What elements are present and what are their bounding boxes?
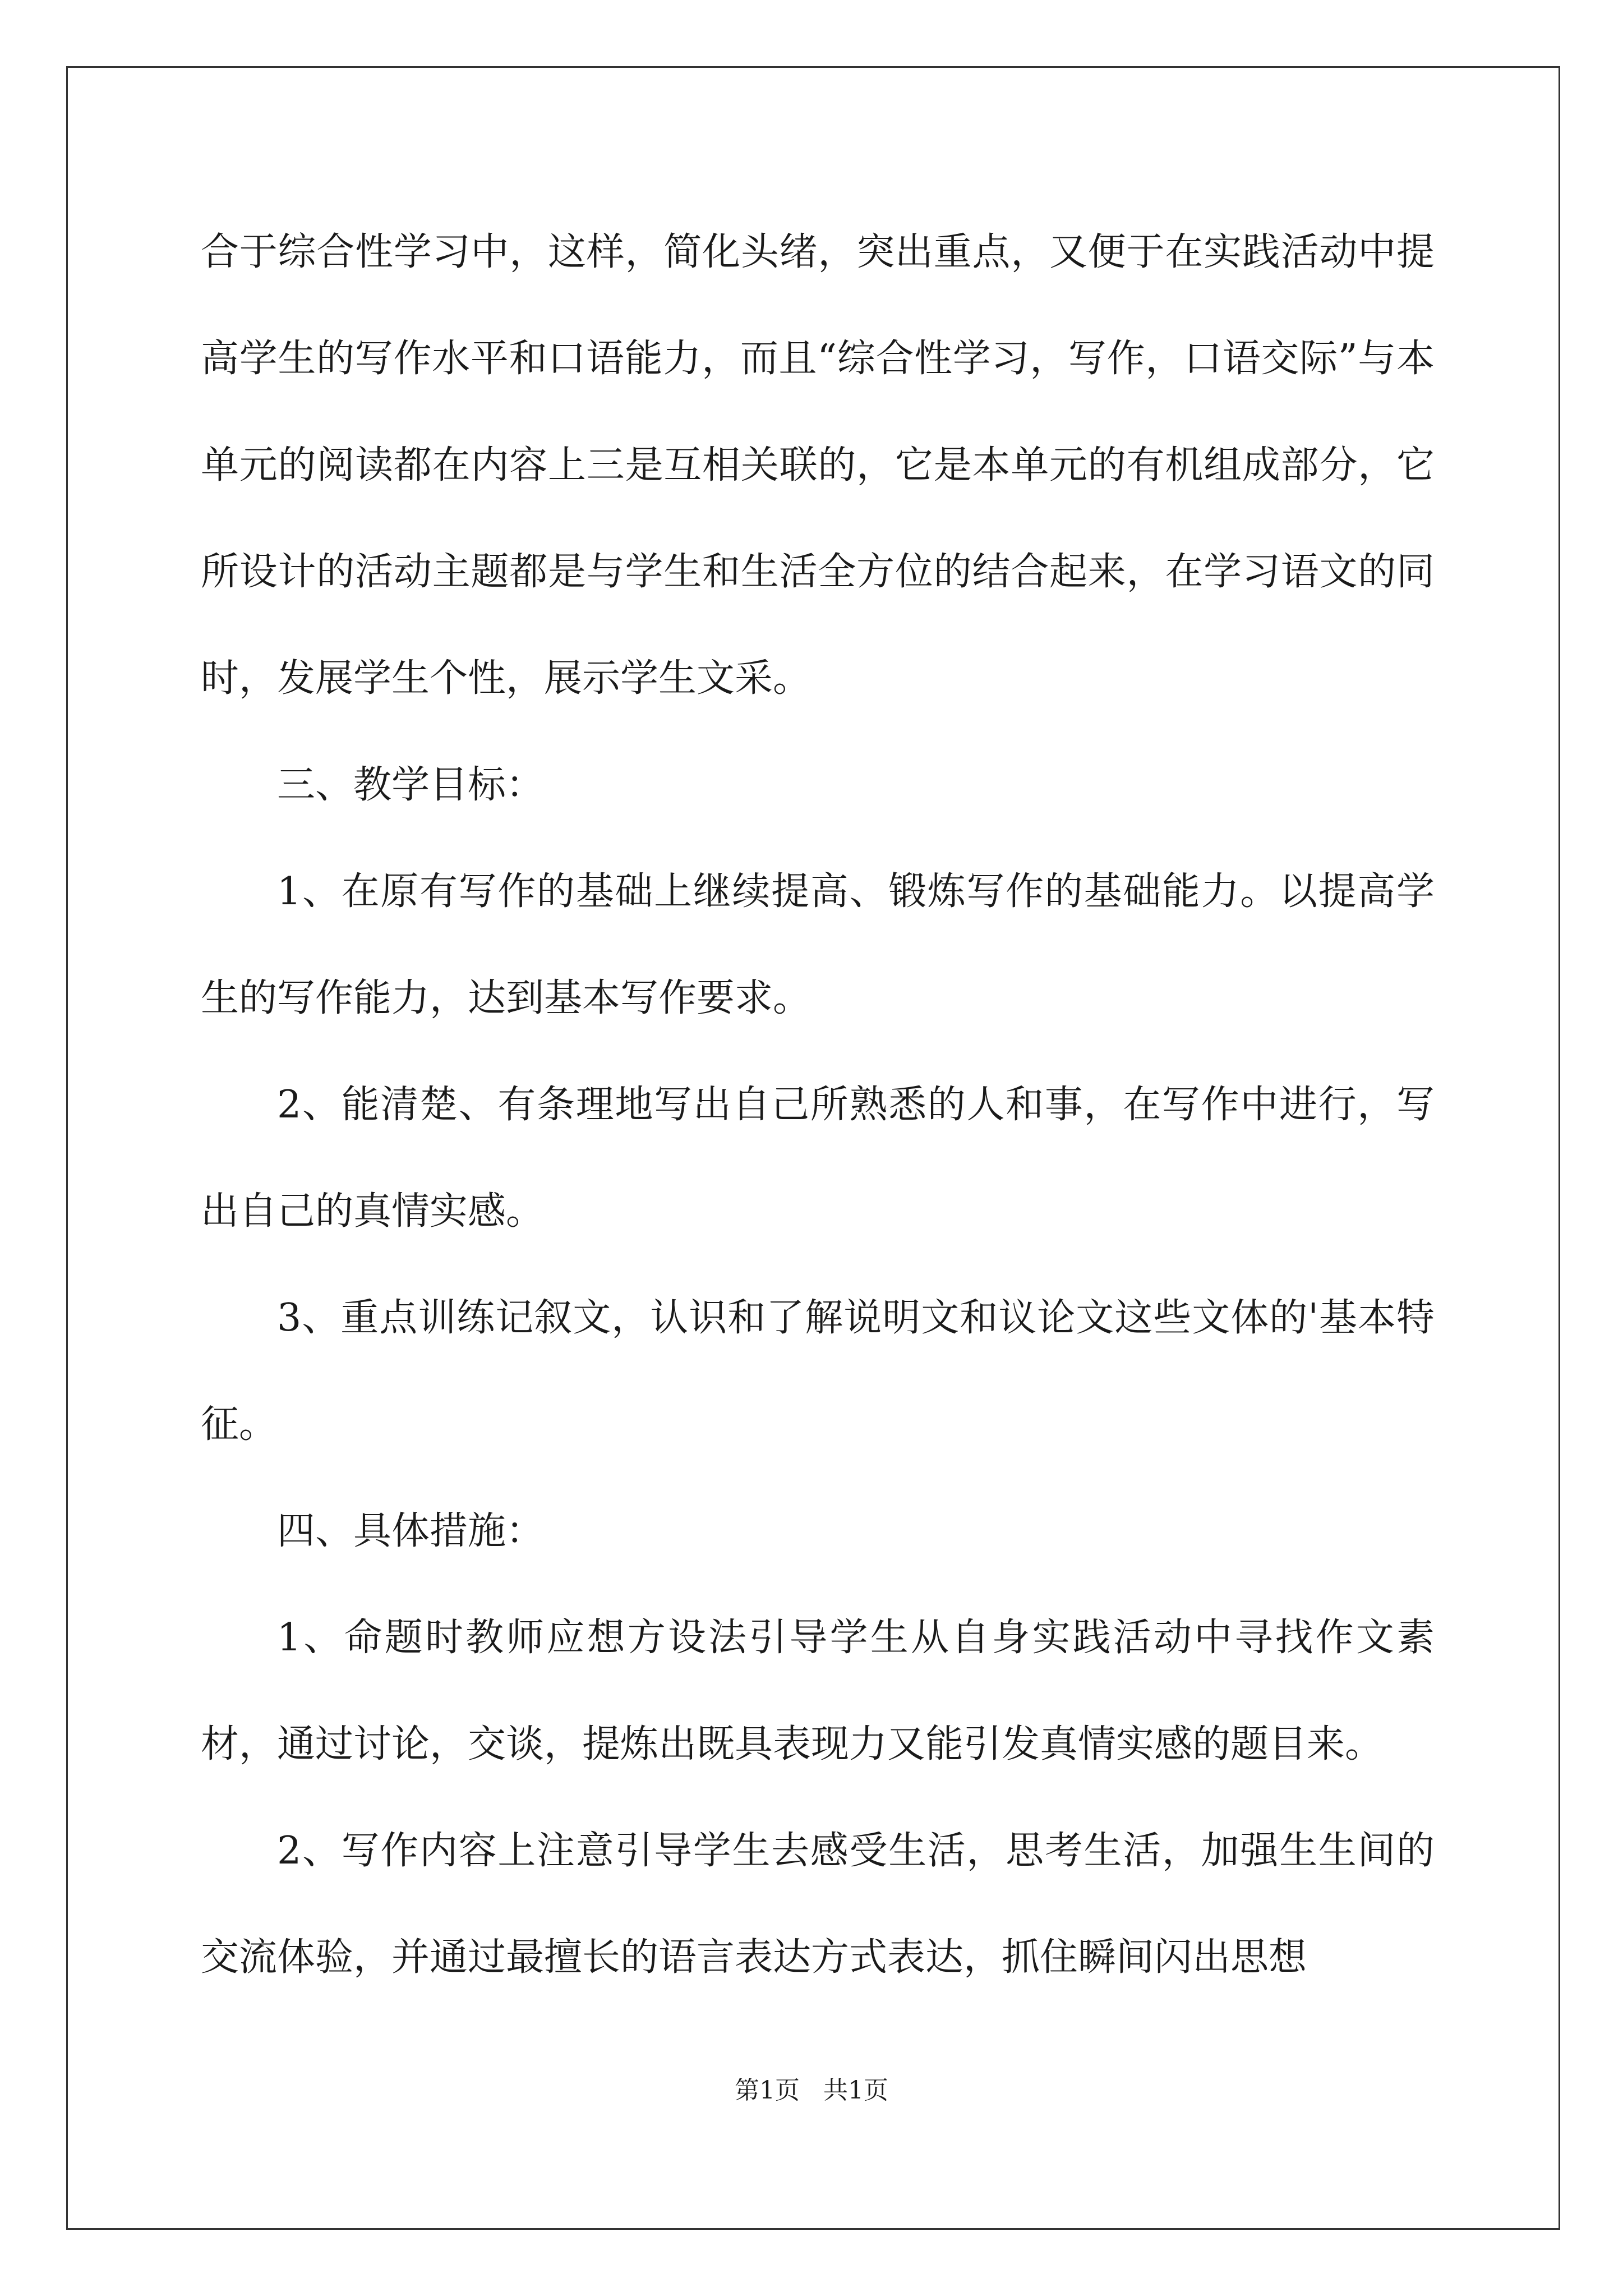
paragraph-7: 1、命题时教师应想方设法引导学生从自身实践活动中寻找作文素材，通过讨论，交谈，提炼出既具表现力又能引发真情实感的题目来。 (201, 1616, 1435, 1766)
paragraph-4: 2、能清楚、有条理地写出自己所熟悉的人和事，在写作中进行，写出自己的真情实感。 (201, 1083, 1435, 1234)
paragraph-6: 四、具体措施： (277, 1509, 545, 1553)
page-footer (0, 2070, 1623, 2106)
paragraph-8: 2、写作内容上注意引导学生去感受生活，思考生活，加强生生间的交流体验，并通过最擅长的语言表达方式表达，抓住瞬间闪出思想 (201, 1829, 1435, 1980)
paragraph-1: 合于综合性学习中，这样，简化头绪，突出重点，又便于在实践活动中提高学生的写作水平和口语能力，而且“综合性学习，写作，口语交际”与本单元的阅读都在内容上三是互相关联的，它是本单元的有机组成部分，它所设计的活动主题都是与学生和生活全方位的结合起来，在学习语文的同时，发展学生个性，展示学生文采。 (201, 230, 1435, 701)
paragraph-5: 3、重点训练记叙文，认识和了解说明文和议论文这些文体的'基本特征。 (201, 1296, 1435, 1447)
paragraph-2: 三、教学目标： (277, 763, 545, 807)
paragraph-3: 1、在原有写作的基础上继续提高、锻炼写作的基础能力。以提高学生的写作能力，达到基本写作要求。 (201, 869, 1435, 1020)
document-body (201, 199, 1435, 2011)
page-number: 第1页 (735, 2076, 800, 2105)
page-total: 共1页 (823, 2076, 888, 2105)
